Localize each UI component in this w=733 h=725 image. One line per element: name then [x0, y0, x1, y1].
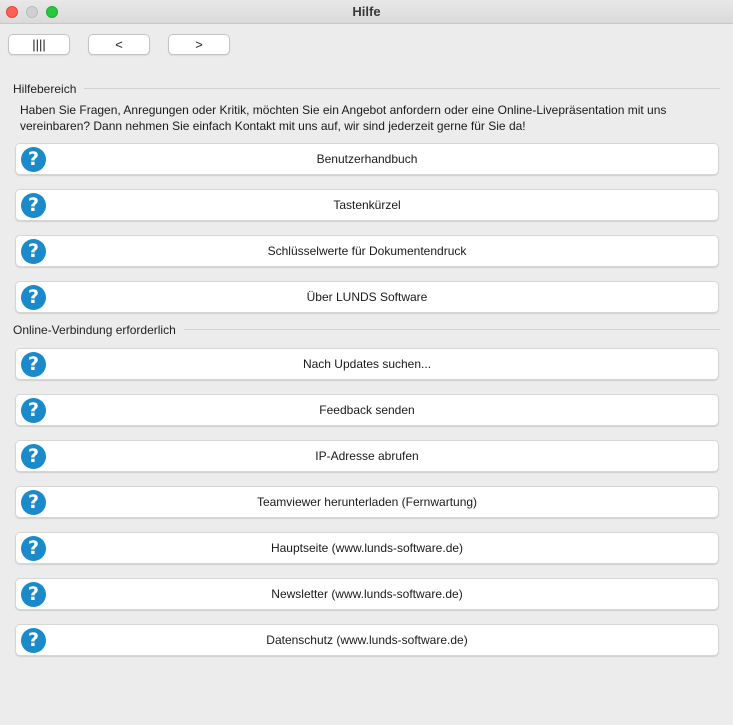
help-item-shortcuts[interactable] [15, 189, 719, 221]
question-icon: ? [21, 285, 46, 310]
online-item-label: IP-Adresse abrufen [315, 449, 419, 463]
help-item-print-keys[interactable] [15, 235, 719, 267]
help-item-label: Tastenkürzel [333, 198, 401, 212]
question-icon: ? [21, 398, 46, 423]
question-icon: ? [21, 536, 46, 561]
section-divider-help [13, 88, 720, 89]
online-item-updates[interactable] [15, 348, 719, 380]
help-item-user-manual[interactable] [15, 143, 719, 175]
online-item-homepage[interactable] [15, 532, 719, 564]
online-item-feedback[interactable] [15, 394, 719, 426]
online-item-ip-address[interactable] [15, 440, 719, 472]
back-button[interactable]: < [88, 34, 150, 55]
home-button[interactable]: |||| [8, 34, 70, 55]
question-icon: ? [21, 628, 46, 653]
question-icon: ? [21, 444, 46, 469]
help-item-label: Schlüsselwerte für Dokumentendruck [267, 244, 467, 258]
title-bar [0, 0, 733, 24]
question-icon: ? [21, 193, 46, 218]
question-icon: ? [21, 239, 46, 264]
online-item-label: Feedback senden [319, 403, 415, 417]
help-intro-text: Haben Sie Fragen, Anregungen oder Kritik, möchten Sie ein Angebot anfordern oder eine Online-Livepräsentation mit uns vereinbaren? Dann nehmen Sie einfach Kontakt mit uns auf, wir sind jederzeit gerne für Sie da! [20, 103, 667, 133]
question-icon: ? [21, 582, 46, 607]
section-title-online: Online-Verbindung erforderlich [13, 323, 184, 337]
online-item-label: Hauptseite (www.lunds-software.de) [270, 541, 464, 555]
forward-button[interactable]: > [168, 34, 230, 55]
help-item-about[interactable] [15, 281, 719, 313]
online-item-newsletter[interactable] [15, 578, 719, 610]
question-icon: ? [21, 147, 46, 172]
online-item-label: Newsletter (www.lunds-software.de) [271, 587, 463, 601]
online-item-label: Teamviewer herunterladen (Fernwartung) [256, 495, 478, 509]
online-item-teamviewer[interactable] [15, 486, 719, 518]
online-item-label: Nach Updates suchen... [302, 357, 432, 371]
window-title: Hilfe [352, 4, 381, 19]
section-title-help: Hilfebereich [13, 82, 84, 96]
online-item-label: Datenschutz (www.lunds-software.de) [266, 633, 468, 647]
question-icon: ? [21, 352, 46, 377]
question-icon: ? [21, 490, 46, 515]
help-item-label: Benutzerhandbuch [316, 152, 418, 166]
help-item-label: Über LUNDS Software [306, 290, 428, 304]
online-item-privacy[interactable] [15, 624, 719, 656]
